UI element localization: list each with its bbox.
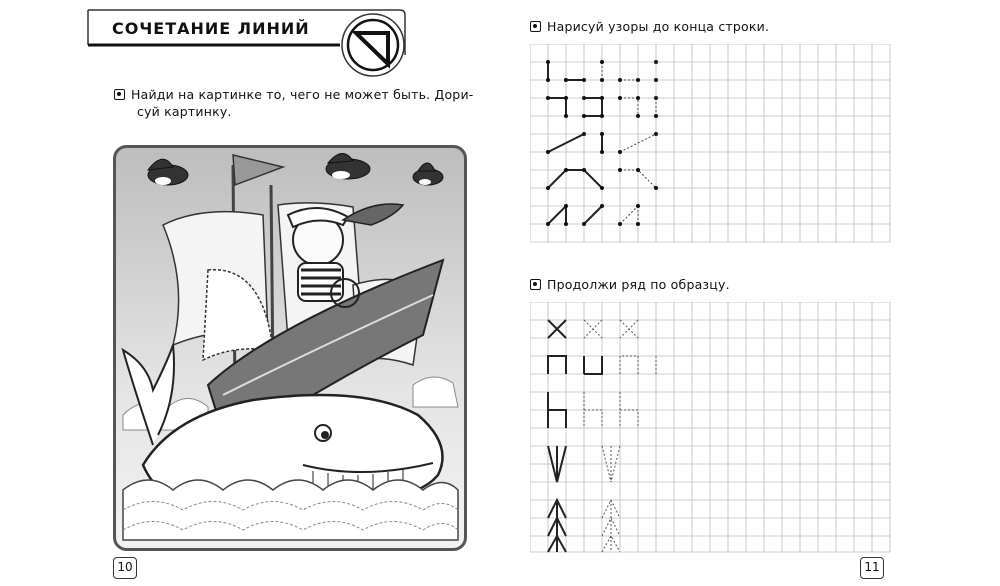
sample-shapes — [548, 320, 602, 552]
right-page — [500, 0, 1000, 586]
header-banner — [0, 0, 500, 90]
sample-patterns — [548, 62, 602, 224]
target-bullet-icon — [530, 21, 541, 32]
grid-lines-2 — [530, 302, 890, 552]
picture-instruction — [114, 86, 474, 120]
pattern-grid-2 — [530, 302, 896, 554]
pattern-grid-1 — [530, 44, 896, 248]
section-title: СОЧЕТАНИЕ ЛИНИЙ — [112, 19, 310, 38]
page-number-right: 11 — [860, 557, 884, 579]
target-bullet-icon — [114, 89, 125, 100]
instruction-line-2: суй картинку. — [137, 104, 232, 119]
trace-patterns — [602, 62, 656, 224]
grid-lines-1 — [530, 44, 890, 242]
task2-instruction-text: Продолжи ряд по образцу. — [547, 277, 730, 292]
target-bullet-icon — [530, 279, 541, 290]
instruction-line-1: Найди на картинке то, чего не может быть. Дори- — [131, 87, 474, 102]
task1-instruction — [530, 18, 769, 35]
task2-instruction — [530, 276, 730, 293]
task1-instruction-text: Нарисуй узоры до конца строки. — [547, 19, 770, 34]
page-number-left: 10 — [113, 557, 137, 579]
ship-whale-picture — [113, 145, 467, 551]
